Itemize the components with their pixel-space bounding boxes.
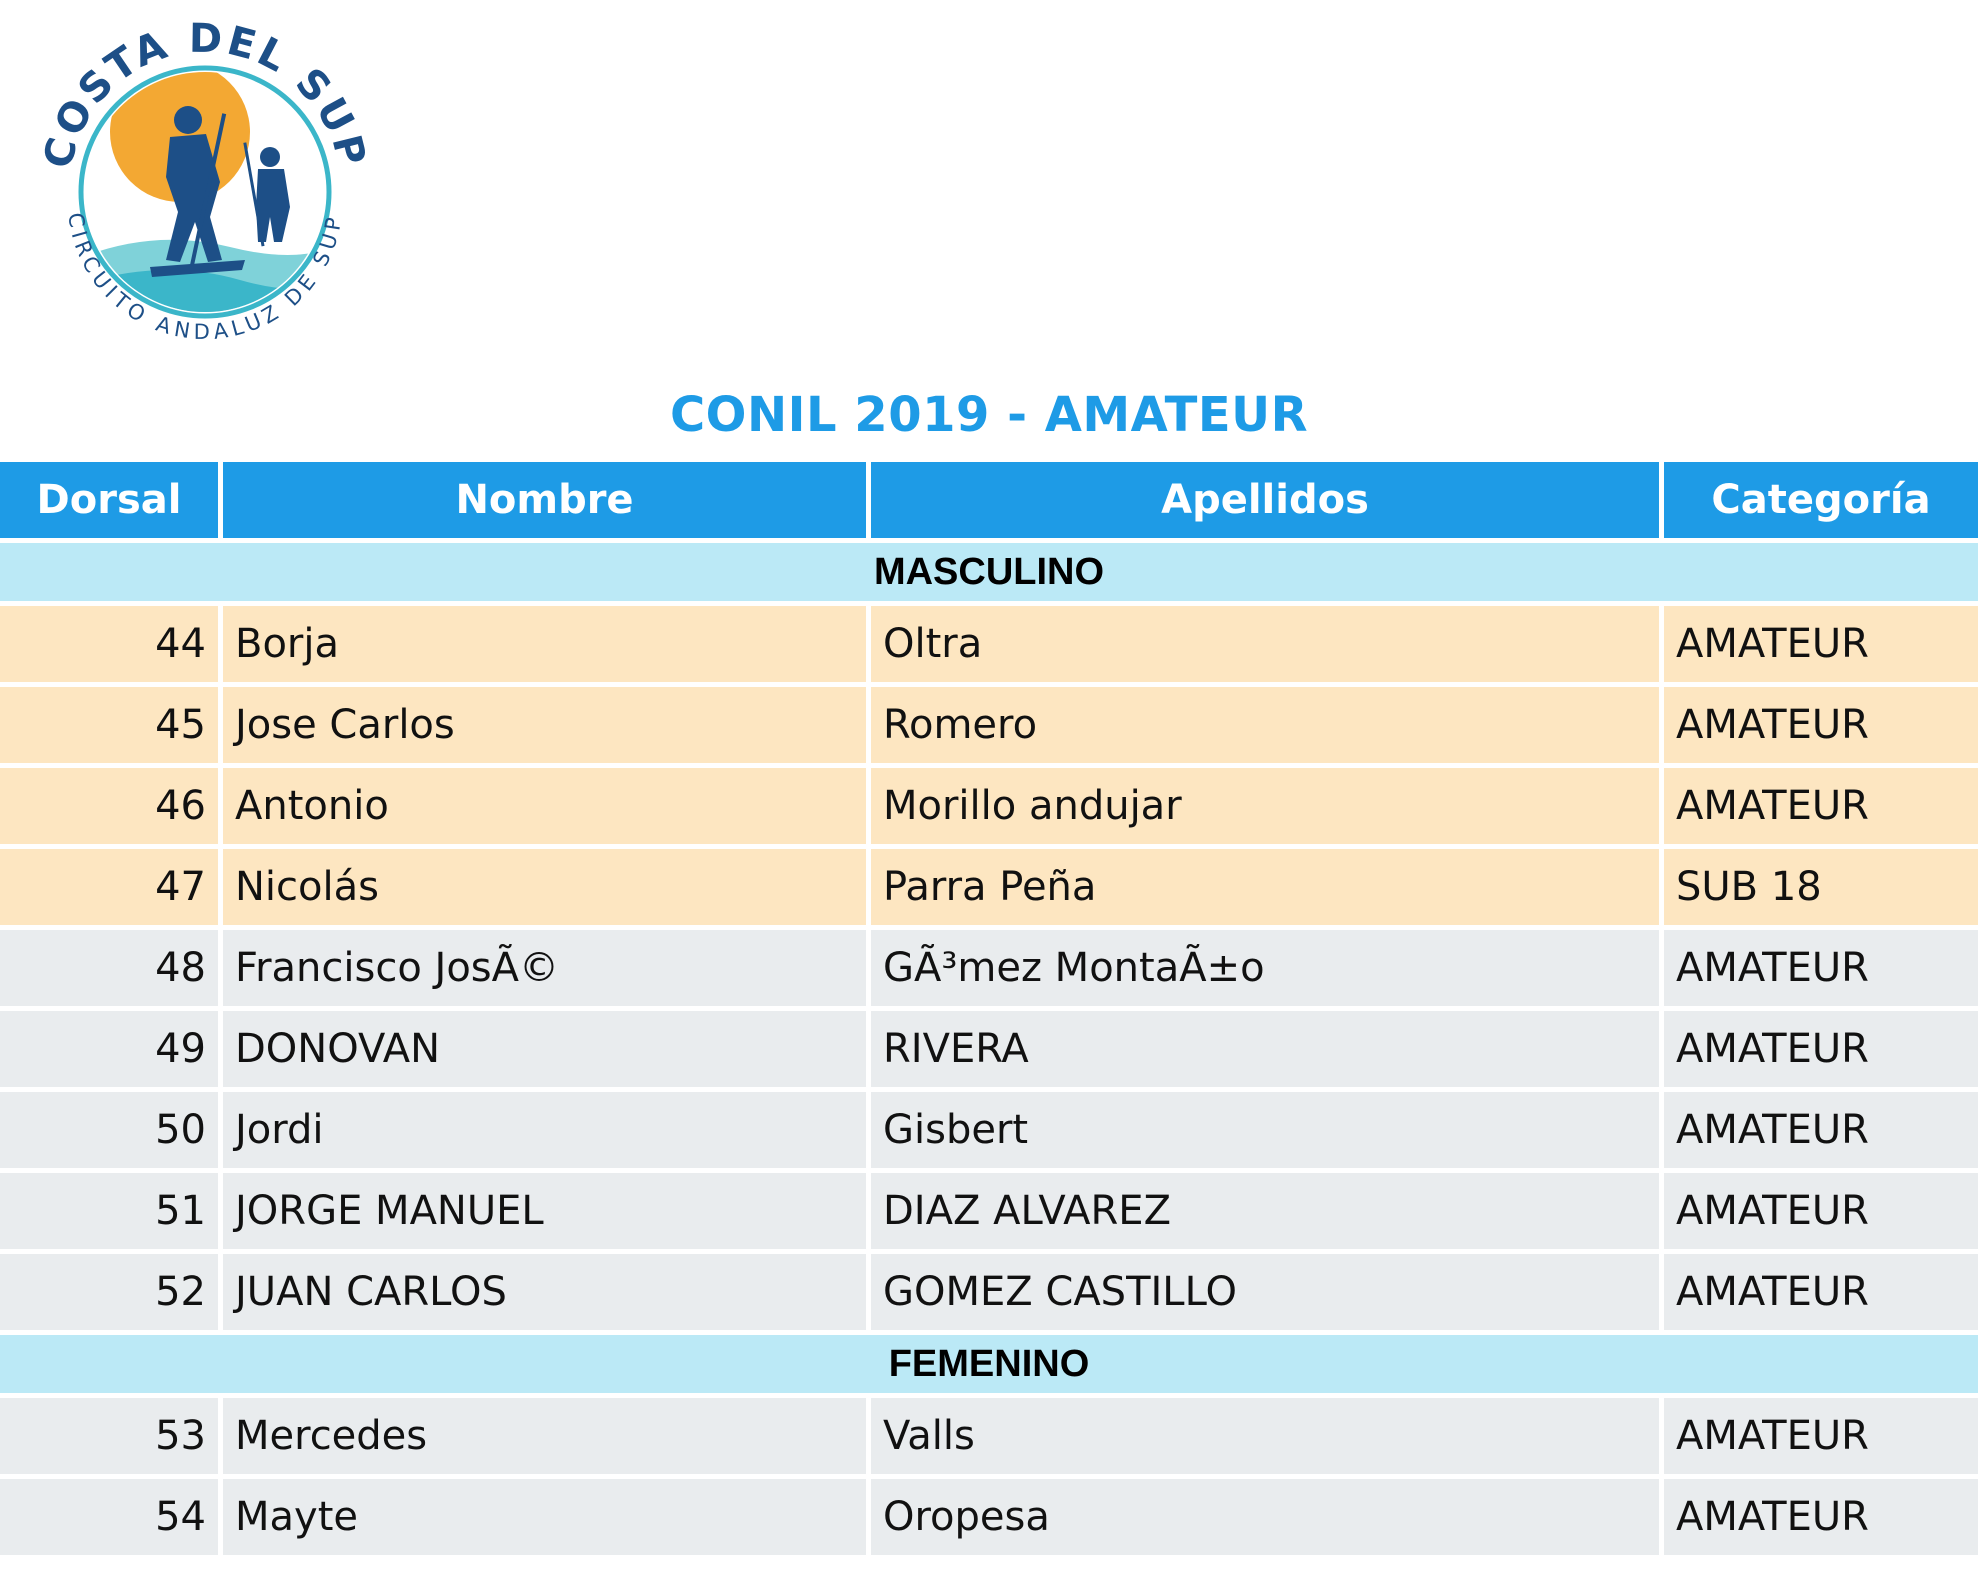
cell-apellidos: Romero	[871, 687, 1659, 763]
cell-apellidos: Oropesa	[871, 1479, 1659, 1555]
cell-dorsal: 48	[0, 930, 218, 1006]
cell-categoria: AMATEUR	[1664, 1092, 1978, 1168]
svg-text:COSTA DEL SUP: COSTA DEL SUP	[35, 15, 375, 173]
header-dorsal: Dorsal	[0, 462, 218, 538]
cell-apellidos: Parra Peña	[871, 849, 1659, 925]
cell-categoria: AMATEUR	[1664, 930, 1978, 1006]
cell-dorsal: 44	[0, 606, 218, 682]
cell-categoria: AMATEUR	[1664, 1254, 1978, 1330]
table-row	[0, 687, 1978, 763]
cell-nombre: JUAN CARLOS	[223, 1254, 866, 1330]
cell-categoria: AMATEUR	[1664, 1398, 1978, 1474]
costa-del-sup-logo	[30, 12, 380, 362]
header-apellidos: Apellidos	[871, 462, 1659, 538]
cell-apellidos: Oltra	[871, 606, 1659, 682]
cell-dorsal: 49	[0, 1011, 218, 1087]
cell-categoria: AMATEUR	[1664, 1173, 1978, 1249]
cell-categoria: AMATEUR	[1664, 606, 1978, 682]
page-title: CONIL 2019 - AMATEUR	[669, 387, 1309, 443]
cell-dorsal: 51	[0, 1173, 218, 1249]
svg-text:CIRCUITO ANDALUZ DE SUP: CIRCUITO ANDALUZ DE SUP	[63, 210, 347, 345]
cell-dorsal: 54	[0, 1479, 218, 1555]
cell-apellidos: DIAZ ALVAREZ	[871, 1173, 1659, 1249]
table-row	[0, 930, 1978, 1006]
cell-categoria: AMATEUR	[1664, 1011, 1978, 1087]
cell-dorsal: 50	[0, 1092, 218, 1168]
header-nombre: Nombre	[223, 462, 866, 538]
cell-nombre: Francisco JosÃ©	[223, 930, 866, 1006]
cell-apellidos: GÃ³mez MontaÃ±o	[871, 930, 1659, 1006]
cell-nombre: Nicolás	[223, 849, 866, 925]
header-categoria: Categoría	[1664, 462, 1978, 538]
cell-dorsal: 46	[0, 768, 218, 844]
cell-nombre: DONOVAN	[223, 1011, 866, 1087]
table-header-row	[0, 462, 1978, 538]
cell-dorsal: 53	[0, 1398, 218, 1474]
cell-dorsal: 52	[0, 1254, 218, 1330]
section-masculino: MASCULINO	[0, 543, 1978, 601]
cell-apellidos: GOMEZ CASTILLO	[871, 1254, 1659, 1330]
cell-categoria: AMATEUR	[1664, 687, 1978, 763]
roster-table	[0, 462, 1978, 1560]
cell-dorsal: 47	[0, 849, 218, 925]
table-row	[0, 1011, 1978, 1087]
table-row	[0, 1479, 1978, 1555]
cell-nombre: Jose Carlos	[223, 687, 866, 763]
cell-categoria: AMATEUR	[1664, 768, 1978, 844]
table-row	[0, 849, 1978, 925]
table-row	[0, 606, 1978, 682]
table-row	[0, 768, 1978, 844]
cell-apellidos: Morillo andujar	[871, 768, 1659, 844]
cell-dorsal: 45	[0, 687, 218, 763]
table-row	[0, 1398, 1978, 1474]
table-row	[0, 1092, 1978, 1168]
cell-nombre: Antonio	[223, 768, 866, 844]
cell-apellidos: Gisbert	[871, 1092, 1659, 1168]
cell-nombre: Jordi	[223, 1092, 866, 1168]
cell-categoria: AMATEUR	[1664, 1479, 1978, 1555]
cell-nombre: Borja	[223, 606, 866, 682]
section-femenino: FEMENINO	[0, 1335, 1978, 1393]
cell-nombre: Mayte	[223, 1479, 866, 1555]
cell-nombre: JORGE MANUEL	[223, 1173, 866, 1249]
table-row	[0, 1254, 1978, 1330]
cell-apellidos: Valls	[871, 1398, 1659, 1474]
cell-categoria: SUB 18	[1664, 849, 1978, 925]
table-row	[0, 1173, 1978, 1249]
cell-nombre: Mercedes	[223, 1398, 866, 1474]
cell-apellidos: RIVERA	[871, 1011, 1659, 1087]
